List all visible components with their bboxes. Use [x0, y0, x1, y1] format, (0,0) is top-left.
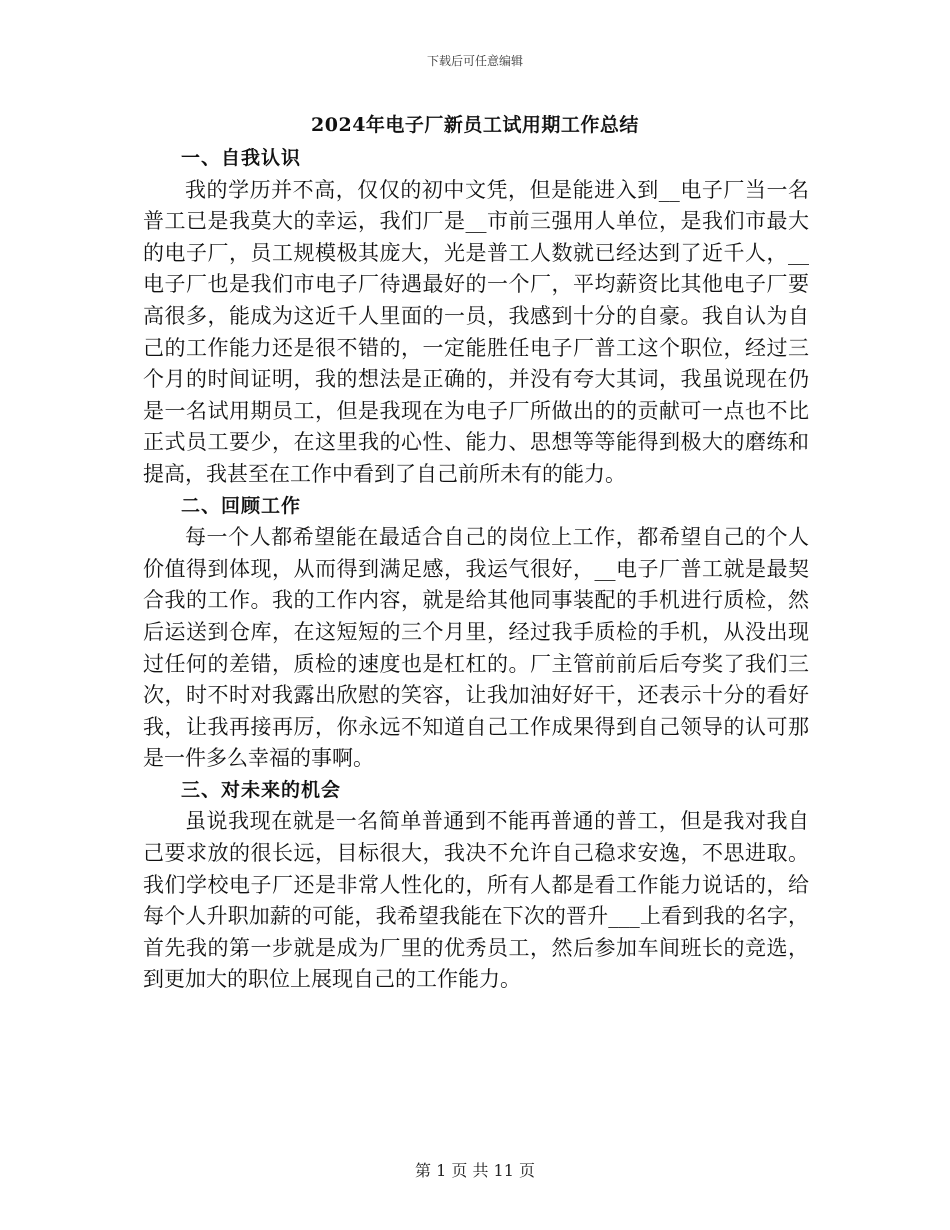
section-future-opportunity	[143, 775, 809, 996]
page-number: 第 1 页 共 11 页	[415, 1161, 535, 1180]
paragraph: 每一个人都希望能在最适合自己的岗位上工作，都希望自己的个人价值得到体现，从而得到满足感，我运气很好，__电子厂普工就是最契合我的工作。我的工作内容，就是给其他同事装配的手机进行质检，然后运送到仓库，在这短短的三个月里，经过我手质检的手机，从没出现过任何的差错，质检的速度也是杠杠的。厂主管前前后后夸奖了我们三次，时不时对我露出欣慰的笑容，让我加油好好干，还表示十分的看好我，让我再接再厉，你永远不知道自己工作成果得到自己领导的认可那是一件多么幸福的事啊。	[143, 525, 809, 771]
document-title: 2024年电子厂新员工试用期工作总结	[311, 114, 639, 136]
paragraph: 虽说我现在就是一名简单普通到不能再普通的普工，但是我对我自己要求放的很长远，目标很大，我决不允许自己稳求安逸，不思进取。我们学校电子厂还是非常人性化的，所有人都是看工作能力说话的，给每个人升职加薪的可能，我希望我能在下次的晋升___上看到我的名字，首先我的第一步就是成为厂里的优秀员工，然后参加车间班长的竞选，到更加大的职位上展现自己的工作能力。	[143, 809, 809, 992]
section-heading: 一、自我认识	[181, 147, 302, 169]
section-heading: 二、回顾工作	[181, 494, 302, 517]
paragraph: 我的学历并不高，仅仅的初中文凭，但是能进入到__电子厂当一名普工已是我莫大的幸运，我们厂是__市前三强用人单位，是我们市最大的电子厂，员工规模极其庞大，光是普工人数就已经达到了近千人，__电子厂也是我们市电子厂待遇最好的一个厂，平均薪资比其他电子厂要高很多，能成为这近千人里面的一员，我感到十分的自豪。我自认为自己的工作能力还是很不错的，一定能胜任电子厂普工这个职位，经过三个月的时间证明，我的想法是正确的，并没有夸大其词，我虽说现在仍是一名试用期员工，但是我现在为电子厂所做出的的贡献可一点也不比正式员工要少，在这里我的心性、能力、思想等等能得到极大的磨练和提高，我甚至在工作中看到了自己前所未有的能力。	[143, 177, 809, 486]
header-note: 下载后可任意编辑	[426, 54, 523, 68]
document-body	[143, 143, 809, 996]
section-work-review	[143, 491, 809, 775]
section-self-awareness	[143, 143, 809, 491]
section-heading: 三、对未来的机会	[181, 778, 342, 801]
